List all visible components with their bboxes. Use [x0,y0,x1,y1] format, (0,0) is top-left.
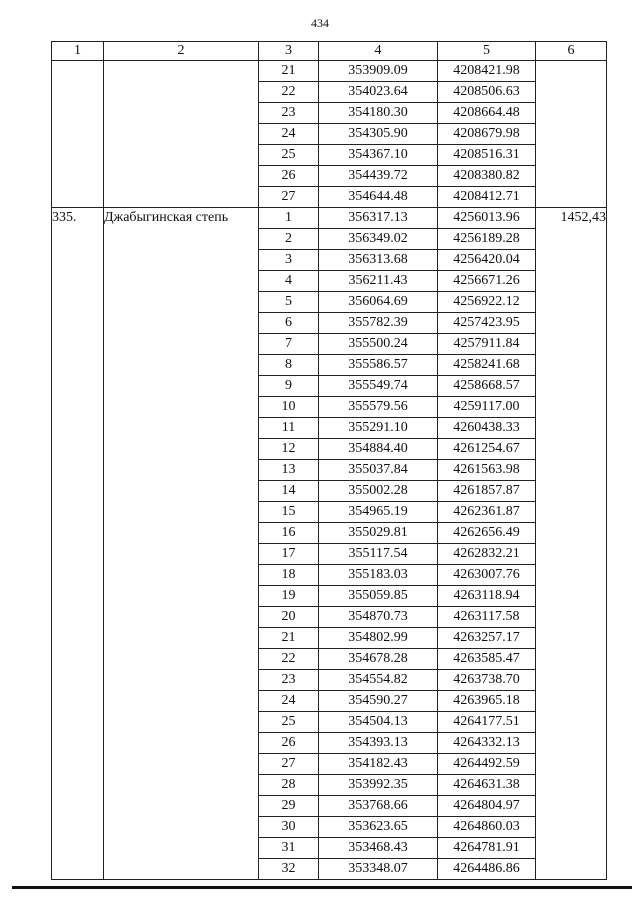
coordinate-y: 4256671.26 [438,271,536,292]
coordinate-y: 4208506.63 [438,82,536,103]
coordinate-y: 4208516.31 [438,145,536,166]
coordinate-y: 4264781.91 [438,838,536,859]
table-header-row [52,42,607,61]
coordinate-x: 355549.74 [319,376,438,397]
header-col-1: 1 [52,42,104,61]
coordinate-y: 4208421.98 [438,61,536,82]
coordinate-x: 353468.43 [319,838,438,859]
coordinate-y: 4256013.96 [438,208,536,229]
coordinate-y: 4208412.71 [438,187,536,208]
coordinate-y: 4263738.70 [438,670,536,691]
point-number: 28 [259,775,319,796]
header-col-3: 3 [259,42,319,61]
point-number: 23 [259,670,319,691]
coordinate-y: 4256189.28 [438,229,536,250]
point-number: 25 [259,145,319,166]
coordinate-x: 355059.85 [319,586,438,607]
coordinate-x: 355782.39 [319,313,438,334]
point-number: 23 [259,103,319,124]
table-row [52,61,607,82]
point-number: 2 [259,229,319,250]
coordinate-y: 4264860.03 [438,817,536,838]
coordinate-x: 356211.43 [319,271,438,292]
coordinate-x: 356317.13 [319,208,438,229]
coordinate-x: 355183.03 [319,565,438,586]
point-number: 11 [259,418,319,439]
coordinate-x: 354305.90 [319,124,438,145]
coordinate-x: 353909.09 [319,61,438,82]
coordinate-x: 353623.65 [319,817,438,838]
coordinate-x: 354182.43 [319,754,438,775]
coordinate-x: 355037.84 [319,460,438,481]
coordinate-y: 4263117.58 [438,607,536,628]
coordinate-y: 4264332.13 [438,733,536,754]
coordinate-y: 4258668.57 [438,376,536,397]
coordinate-y: 4264486.86 [438,859,536,880]
point-number: 10 [259,397,319,418]
page-number: 434 [311,16,329,30]
coordinate-x: 355002.28 [319,481,438,502]
point-number: 15 [259,502,319,523]
coordinate-x: 354023.64 [319,82,438,103]
coordinate-x: 353992.35 [319,775,438,796]
object-name [104,61,259,208]
point-number: 12 [259,439,319,460]
coordinate-x: 353768.66 [319,796,438,817]
coordinate-y: 4258241.68 [438,355,536,376]
coordinate-x: 354554.82 [319,670,438,691]
point-number: 16 [259,523,319,544]
coordinate-y: 4260438.33 [438,418,536,439]
point-number: 30 [259,817,319,838]
coordinate-y: 4263257.17 [438,628,536,649]
object-area [536,61,607,208]
coordinate-y: 4261563.98 [438,460,536,481]
coordinate-y: 4262361.87 [438,502,536,523]
coordinate-y: 4257911.84 [438,334,536,355]
coordinate-y: 4256922.12 [438,292,536,313]
bottom-rule [12,886,632,889]
header-col-6: 6 [536,42,607,61]
header-col-5: 5 [438,42,536,61]
point-number: 24 [259,124,319,145]
point-number: 17 [259,544,319,565]
point-number: 21 [259,61,319,82]
coordinate-y: 4263965.18 [438,691,536,712]
coordinate-x: 354180.30 [319,103,438,124]
coordinate-x: 354802.99 [319,628,438,649]
point-number: 1 [259,208,319,229]
coordinate-y: 4262832.21 [438,544,536,565]
header-col-4: 4 [319,42,438,61]
coordinate-y: 4261857.87 [438,481,536,502]
coordinate-x: 356313.68 [319,250,438,271]
point-number: 20 [259,607,319,628]
coordinate-y: 4261254.67 [438,439,536,460]
coordinate-y: 4208380.82 [438,166,536,187]
point-number: 27 [259,754,319,775]
table-row [52,208,607,229]
object-area: 1452,43 [536,208,607,880]
coordinate-x: 354870.73 [319,607,438,628]
object-number [52,61,104,208]
coordinate-x: 354439.72 [319,166,438,187]
point-number: 22 [259,649,319,670]
coordinates-table [51,41,607,880]
point-number: 27 [259,187,319,208]
coordinate-y: 4264631.38 [438,775,536,796]
point-number: 4 [259,271,319,292]
coordinate-x: 353348.07 [319,859,438,880]
coordinate-x: 354965.19 [319,502,438,523]
point-number: 13 [259,460,319,481]
point-number: 8 [259,355,319,376]
coordinate-y: 4257423.95 [438,313,536,334]
point-number: 26 [259,166,319,187]
coordinate-x: 355029.81 [319,523,438,544]
coordinate-y: 4264804.97 [438,796,536,817]
point-number: 19 [259,586,319,607]
point-number: 6 [259,313,319,334]
point-number: 18 [259,565,319,586]
coordinate-x: 356064.69 [319,292,438,313]
coordinate-y: 4263118.94 [438,586,536,607]
object-name: Джабыгинская степь [104,208,259,880]
coordinate-x: 354393.13 [319,733,438,754]
coordinate-y: 4264492.59 [438,754,536,775]
point-number: 31 [259,838,319,859]
point-number: 14 [259,481,319,502]
table-body [52,61,607,880]
coordinate-x: 355117.54 [319,544,438,565]
point-number: 29 [259,796,319,817]
coordinate-y: 4256420.04 [438,250,536,271]
coordinate-y: 4263585.47 [438,649,536,670]
coordinate-x: 355500.24 [319,334,438,355]
coordinate-y: 4259117.00 [438,397,536,418]
point-number: 5 [259,292,319,313]
coordinate-y: 4208664.48 [438,103,536,124]
point-number: 25 [259,712,319,733]
point-number: 24 [259,691,319,712]
coordinate-x: 354367.10 [319,145,438,166]
coordinate-y: 4263007.76 [438,565,536,586]
coordinate-y: 4264177.51 [438,712,536,733]
coordinate-x: 354884.40 [319,439,438,460]
coordinate-x: 355579.56 [319,397,438,418]
object-number: 335. [52,208,104,880]
coordinate-y: 4262656.49 [438,523,536,544]
coordinate-x: 354504.13 [319,712,438,733]
coordinate-x: 356349.02 [319,229,438,250]
coordinate-y: 4208679.98 [438,124,536,145]
point-number: 9 [259,376,319,397]
point-number: 21 [259,628,319,649]
coordinate-x: 355291.10 [319,418,438,439]
point-number: 3 [259,250,319,271]
coordinate-x: 354678.28 [319,649,438,670]
point-number: 26 [259,733,319,754]
point-number: 22 [259,82,319,103]
point-number: 7 [259,334,319,355]
header-col-2: 2 [104,42,259,61]
coordinate-x: 354644.48 [319,187,438,208]
coordinate-x: 354590.27 [319,691,438,712]
point-number: 32 [259,859,319,880]
coordinate-x: 355586.57 [319,355,438,376]
